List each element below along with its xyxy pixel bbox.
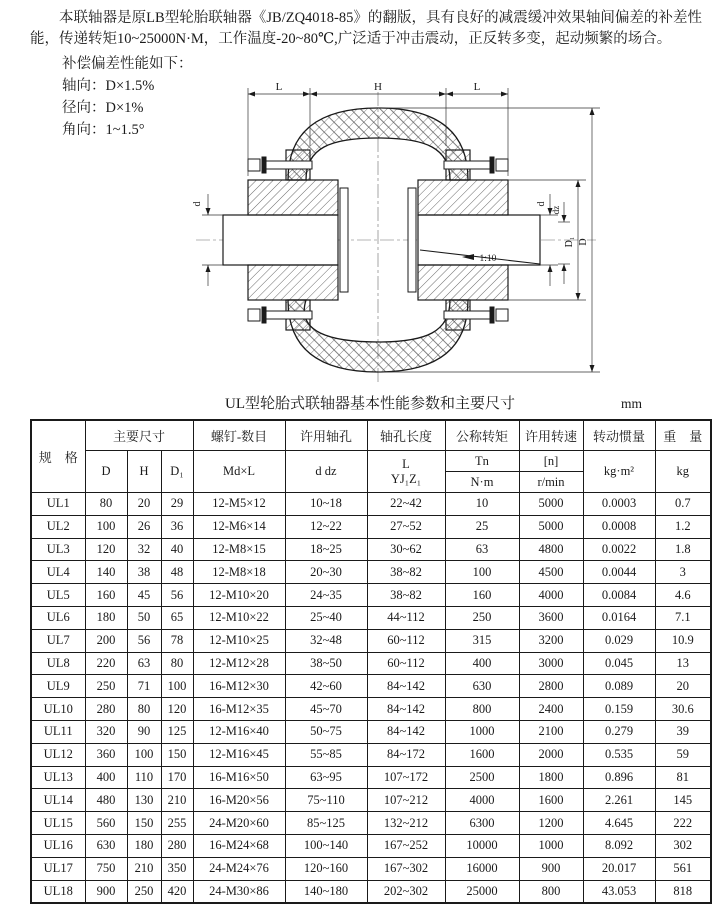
table-cell: 48 <box>161 561 193 584</box>
table-cell: 12-M6×14 <box>193 515 285 538</box>
row-spec-cell: UL14 <box>31 789 85 812</box>
table-cell: 2.261 <box>583 789 655 812</box>
row-spec-cell: UL10 <box>31 698 85 721</box>
table-cell: 180 <box>127 834 161 857</box>
table-cell: 84~172 <box>367 743 445 766</box>
table-cell: 4000 <box>519 584 583 607</box>
table-row <box>31 629 711 652</box>
row-spec-cell: UL12 <box>31 743 85 766</box>
table-cell: 4.645 <box>583 812 655 835</box>
table-cell: 2500 <box>445 766 519 789</box>
table-cell: 100~140 <box>285 834 367 857</box>
table-cell: 350 <box>161 857 193 880</box>
table-cell: 65 <box>161 606 193 629</box>
table-cell: 1600 <box>445 743 519 766</box>
table-cell: 180 <box>85 606 127 629</box>
table-row <box>31 812 711 835</box>
table-cell: 1200 <box>519 812 583 835</box>
table-cell: 0.0003 <box>583 493 655 516</box>
table-cell: 80 <box>161 652 193 675</box>
dim-label-d-right: d <box>536 201 547 207</box>
compensation-heading: 补偿偏差性能如下： <box>62 56 193 72</box>
col-main-dim: 主要尺寸 <box>85 420 193 451</box>
table-row <box>31 606 711 629</box>
col-length: 轴孔长度 <box>367 420 445 451</box>
table-cell: 100 <box>127 743 161 766</box>
col-D: D <box>85 451 127 493</box>
row-spec-cell: UL1 <box>31 493 85 516</box>
shaft-left <box>223 215 338 265</box>
table-row <box>31 743 711 766</box>
table-cell: 4500 <box>519 561 583 584</box>
table-cell: 1800 <box>519 766 583 789</box>
table-cell: 480 <box>85 789 127 812</box>
table-cell: 59 <box>655 743 711 766</box>
dim-label-L-left: L <box>275 81 283 93</box>
table-cell: 10 <box>445 493 519 516</box>
table-cell: 302 <box>655 834 711 857</box>
table-cell: 18~25 <box>285 538 367 561</box>
table-cell: 0.7 <box>655 493 711 516</box>
table-cell: 38~82 <box>367 561 445 584</box>
table-cell: 12~22 <box>285 515 367 538</box>
table-cell: 16-M24×68 <box>193 834 285 857</box>
table-cell: 110 <box>127 766 161 789</box>
table-cell: 24-M24×76 <box>193 857 285 880</box>
table-cell: 0.0008 <box>583 515 655 538</box>
table-cell: 818 <box>655 880 711 903</box>
axial-item: 轴向：D×1.5% <box>62 78 155 94</box>
spec-table <box>30 419 712 904</box>
table-row <box>31 561 711 584</box>
table-cell: 43.053 <box>583 880 655 903</box>
table-cell: 0.0022 <box>583 538 655 561</box>
table-unit: mm <box>620 396 642 411</box>
table-row <box>31 720 711 743</box>
table-cell: 90 <box>127 720 161 743</box>
table-cell: 5000 <box>519 493 583 516</box>
col-speed-sym: [n] <box>519 451 583 472</box>
table-cell: 132~212 <box>367 812 445 835</box>
table-cell: 100 <box>161 675 193 698</box>
table-row <box>31 857 711 880</box>
table-cell: 107~172 <box>367 766 445 789</box>
table-cell: 7.1 <box>655 606 711 629</box>
table-cell: 120 <box>85 538 127 561</box>
radial-item: 径向：D×1% <box>62 100 144 116</box>
table-cell: 12-M16×45 <box>193 743 285 766</box>
col-torque-sym: Tn <box>445 451 519 472</box>
col-speed-unit: r/min <box>519 472 583 493</box>
table-cell: 0.896 <box>583 766 655 789</box>
table-cell: 55~85 <box>285 743 367 766</box>
table-cell: 38~82 <box>367 584 445 607</box>
table-cell: 107~212 <box>367 789 445 812</box>
table-cell: 222 <box>655 812 711 835</box>
table-cell: 250 <box>127 880 161 903</box>
table-cell: 167~252 <box>367 834 445 857</box>
table-cell: 32~48 <box>285 629 367 652</box>
table-cell: 25 <box>445 515 519 538</box>
table-cell: 12-M10×25 <box>193 629 285 652</box>
col-weight-unit: kg <box>655 451 711 493</box>
table-cell: 0.535 <box>583 743 655 766</box>
table-cell: 800 <box>445 698 519 721</box>
coupling-cross-section-svg <box>178 80 614 392</box>
table-row <box>31 789 711 812</box>
table-cell: 120 <box>161 698 193 721</box>
table-cell: 81 <box>655 766 711 789</box>
table-cell: 27~52 <box>367 515 445 538</box>
table-cell: 200 <box>85 629 127 652</box>
dim-label-D: D <box>578 238 589 246</box>
table-row <box>31 652 711 675</box>
table-cell: 84~142 <box>367 720 445 743</box>
table-cell: 20 <box>127 493 161 516</box>
table-cell: 24-M30×86 <box>193 880 285 903</box>
table-cell: 1000 <box>519 834 583 857</box>
table-cell: 160 <box>445 584 519 607</box>
col-length-sub <box>367 451 445 493</box>
col-screw-sub: Md×L <box>193 451 285 493</box>
table-cell: 167~302 <box>367 857 445 880</box>
spec-table-body <box>31 493 711 904</box>
table-cell: 202~302 <box>367 880 445 903</box>
table-cell: 360 <box>85 743 127 766</box>
table-cell: 10~18 <box>285 493 367 516</box>
dim-label-dz: dz <box>551 205 561 215</box>
table-cell: 100 <box>85 515 127 538</box>
row-spec-cell: UL4 <box>31 561 85 584</box>
table-cell: 85~125 <box>285 812 367 835</box>
table-cell: 29 <box>161 493 193 516</box>
row-spec-cell: UL16 <box>31 834 85 857</box>
table-cell: 84~142 <box>367 698 445 721</box>
row-spec-cell: UL18 <box>31 880 85 903</box>
table-cell: 24~35 <box>285 584 367 607</box>
table-row <box>31 766 711 789</box>
table-cell: 130 <box>127 789 161 812</box>
table-cell: 12-M12×28 <box>193 652 285 675</box>
table-cell: 12-M16×40 <box>193 720 285 743</box>
table-cell: 13 <box>655 652 711 675</box>
table-cell: 20~30 <box>285 561 367 584</box>
col-weight: 重 量 <box>655 420 711 451</box>
table-cell: 1.8 <box>655 538 711 561</box>
col-inertia-unit: kg·m² <box>583 451 655 493</box>
table-cell: 1000 <box>445 720 519 743</box>
table-cell: 36 <box>161 515 193 538</box>
table-cell: 26 <box>127 515 161 538</box>
table-cell: 84~142 <box>367 675 445 698</box>
table-cell: 30.6 <box>655 698 711 721</box>
table-cell: 38 <box>127 561 161 584</box>
table-cell: 140~180 <box>285 880 367 903</box>
table-cell: 1.2 <box>655 515 711 538</box>
table-cell: 2800 <box>519 675 583 698</box>
table-cell: 630 <box>445 675 519 698</box>
table-cell: 900 <box>85 880 127 903</box>
table-cell: 16000 <box>445 857 519 880</box>
table-cell: 45~70 <box>285 698 367 721</box>
table-cell: 16-M16×50 <box>193 766 285 789</box>
table-cell: 2400 <box>519 698 583 721</box>
table-cell: 80 <box>85 493 127 516</box>
col-bore-sub: d dz <box>285 451 367 493</box>
table-cell: 40 <box>161 538 193 561</box>
table-cell: 25000 <box>445 880 519 903</box>
table-cell: 255 <box>161 812 193 835</box>
table-cell: 71 <box>127 675 161 698</box>
table-cell: 12-M10×22 <box>193 606 285 629</box>
dim-label-H: H <box>374 81 382 93</box>
table-cell: 400 <box>445 652 519 675</box>
table-cell: 60~112 <box>367 629 445 652</box>
table-cell: 5000 <box>519 515 583 538</box>
table-cell: 24-M20×60 <box>193 812 285 835</box>
row-spec-cell: UL6 <box>31 606 85 629</box>
table-cell: 315 <box>445 629 519 652</box>
table-cell: 160 <box>85 584 127 607</box>
angular-item: 角向：1~1.5° <box>62 122 145 138</box>
table-cell: 75~110 <box>285 789 367 812</box>
table-cell: 0.029 <box>583 629 655 652</box>
col-speed: 许用转速 <box>519 420 583 451</box>
table-cell: 39 <box>655 720 711 743</box>
table-cell: 750 <box>85 857 127 880</box>
table-cell: 140 <box>85 561 127 584</box>
dim-label-D1: D₁ <box>564 236 575 248</box>
table-cell: 0.0084 <box>583 584 655 607</box>
dim-label-L-right: L <box>473 81 481 93</box>
table-cell: 320 <box>85 720 127 743</box>
table-cell: 0.279 <box>583 720 655 743</box>
col-inertia: 转动惯量 <box>583 420 655 451</box>
table-cell: 6300 <box>445 812 519 835</box>
table-row <box>31 834 711 857</box>
col-spec: 规 格 <box>31 420 85 493</box>
table-cell: 280 <box>161 834 193 857</box>
table-cell: 3200 <box>519 629 583 652</box>
table-cell: 150 <box>127 812 161 835</box>
table-cell: 42~60 <box>285 675 367 698</box>
table-cell: 120~160 <box>285 857 367 880</box>
table-cell: 10.9 <box>655 629 711 652</box>
table-row <box>31 493 711 516</box>
table-cell: 125 <box>161 720 193 743</box>
table-cell: 170 <box>161 766 193 789</box>
table-cell: 63 <box>445 538 519 561</box>
row-spec-cell: UL7 <box>31 629 85 652</box>
table-cell: 0.045 <box>583 652 655 675</box>
table-cell: 250 <box>445 606 519 629</box>
table-cell: 561 <box>655 857 711 880</box>
col-torque: 公称转矩 <box>445 420 519 451</box>
table-row <box>31 880 711 903</box>
col-screw: 螺钉-数目 <box>193 420 285 451</box>
table-row <box>31 515 711 538</box>
table-cell: 20.017 <box>583 857 655 880</box>
row-spec-cell: UL2 <box>31 515 85 538</box>
row-spec-cell: UL9 <box>31 675 85 698</box>
table-row <box>31 675 711 698</box>
table-row <box>31 584 711 607</box>
row-spec-cell: UL17 <box>31 857 85 880</box>
row-spec-cell: UL15 <box>31 812 85 835</box>
col-torque-unit: N·m <box>445 472 519 493</box>
table-row <box>31 698 711 721</box>
table-cell: 63 <box>127 652 161 675</box>
table-title-row <box>30 394 710 414</box>
table-cell: 10000 <box>445 834 519 857</box>
table-cell: 3600 <box>519 606 583 629</box>
table-cell: 3 <box>655 561 711 584</box>
table-cell: 16-M12×35 <box>193 698 285 721</box>
table-cell: 2100 <box>519 720 583 743</box>
table-cell: 56 <box>127 629 161 652</box>
table-cell: 2000 <box>519 743 583 766</box>
table-cell: 0.0164 <box>583 606 655 629</box>
compensation-section <box>30 50 706 394</box>
dim-label-d-left: d <box>192 201 203 207</box>
table-cell: 45 <box>127 584 161 607</box>
table-cell: 30~62 <box>367 538 445 561</box>
table-cell: 12-M10×20 <box>193 584 285 607</box>
table-cell: 420 <box>161 880 193 903</box>
coupling-drawing <box>178 80 614 392</box>
table-cell: 210 <box>161 789 193 812</box>
table-cell: 145 <box>655 789 711 812</box>
table-cell: 210 <box>127 857 161 880</box>
table-cell: 16-M20×56 <box>193 789 285 812</box>
col-D1: D₁ <box>161 451 193 493</box>
col-bore: 许用轴孔 <box>285 420 367 451</box>
table-cell: 3000 <box>519 652 583 675</box>
taper-label: 1:10 <box>479 254 497 264</box>
table-cell: 560 <box>85 812 127 835</box>
table-cell: 63~95 <box>285 766 367 789</box>
table-cell: 800 <box>519 880 583 903</box>
row-spec-cell: UL11 <box>31 720 85 743</box>
table-cell: 4.6 <box>655 584 711 607</box>
table-cell: 32 <box>127 538 161 561</box>
table-cell: 20 <box>655 675 711 698</box>
table-cell: 56 <box>161 584 193 607</box>
row-spec-cell: UL8 <box>31 652 85 675</box>
table-cell: 25~40 <box>285 606 367 629</box>
table-cell: 38~50 <box>285 652 367 675</box>
table-row <box>31 538 711 561</box>
row-spec-cell: UL5 <box>31 584 85 607</box>
table-cell: 78 <box>161 629 193 652</box>
table-cell: 280 <box>85 698 127 721</box>
row-spec-cell: UL3 <box>31 538 85 561</box>
table-cell: 60~112 <box>367 652 445 675</box>
table-cell: 900 <box>519 857 583 880</box>
table-cell: 16-M12×30 <box>193 675 285 698</box>
col-length-sub2: YJ₁Z₁ <box>390 471 422 486</box>
intro-paragraph: 本联轴器是原LB型轮胎联轴器《JB/ZQ4018-85》的翻版，具有良好的减震缓冲效果轴间偏差的补差性能，传递转矩10~25000N·M，工作温度-20~80℃,广泛适于冲击震动，正反转多变，起动频繁的场合。 <box>30 10 702 47</box>
col-H: H <box>127 451 161 493</box>
table-cell: 150 <box>161 743 193 766</box>
row-spec-cell: UL13 <box>31 766 85 789</box>
table-cell: 4000 <box>445 789 519 812</box>
table-cell: 0.0044 <box>583 561 655 584</box>
table-cell: 50 <box>127 606 161 629</box>
table-cell: 220 <box>85 652 127 675</box>
table-cell: 0.159 <box>583 698 655 721</box>
table-cell: 1600 <box>519 789 583 812</box>
table-cell: 22~42 <box>367 493 445 516</box>
table-title: UL型轮胎式联轴器基本性能参数和主要尺寸 <box>225 396 515 412</box>
table-cell: 400 <box>85 766 127 789</box>
table-cell: 12-M8×18 <box>193 561 285 584</box>
table-cell: 12-M5×12 <box>193 493 285 516</box>
table-cell: 44~112 <box>367 606 445 629</box>
table-cell: 8.092 <box>583 834 655 857</box>
table-cell: 630 <box>85 834 127 857</box>
col-length-sub1: L <box>402 456 410 471</box>
table-cell: 80 <box>127 698 161 721</box>
table-cell: 100 <box>445 561 519 584</box>
table-cell: 0.089 <box>583 675 655 698</box>
table-cell: 250 <box>85 675 127 698</box>
table-cell: 4800 <box>519 538 583 561</box>
compensation-lines <box>62 53 193 141</box>
table-cell: 12-M8×15 <box>193 538 285 561</box>
table-cell: 50~75 <box>285 720 367 743</box>
